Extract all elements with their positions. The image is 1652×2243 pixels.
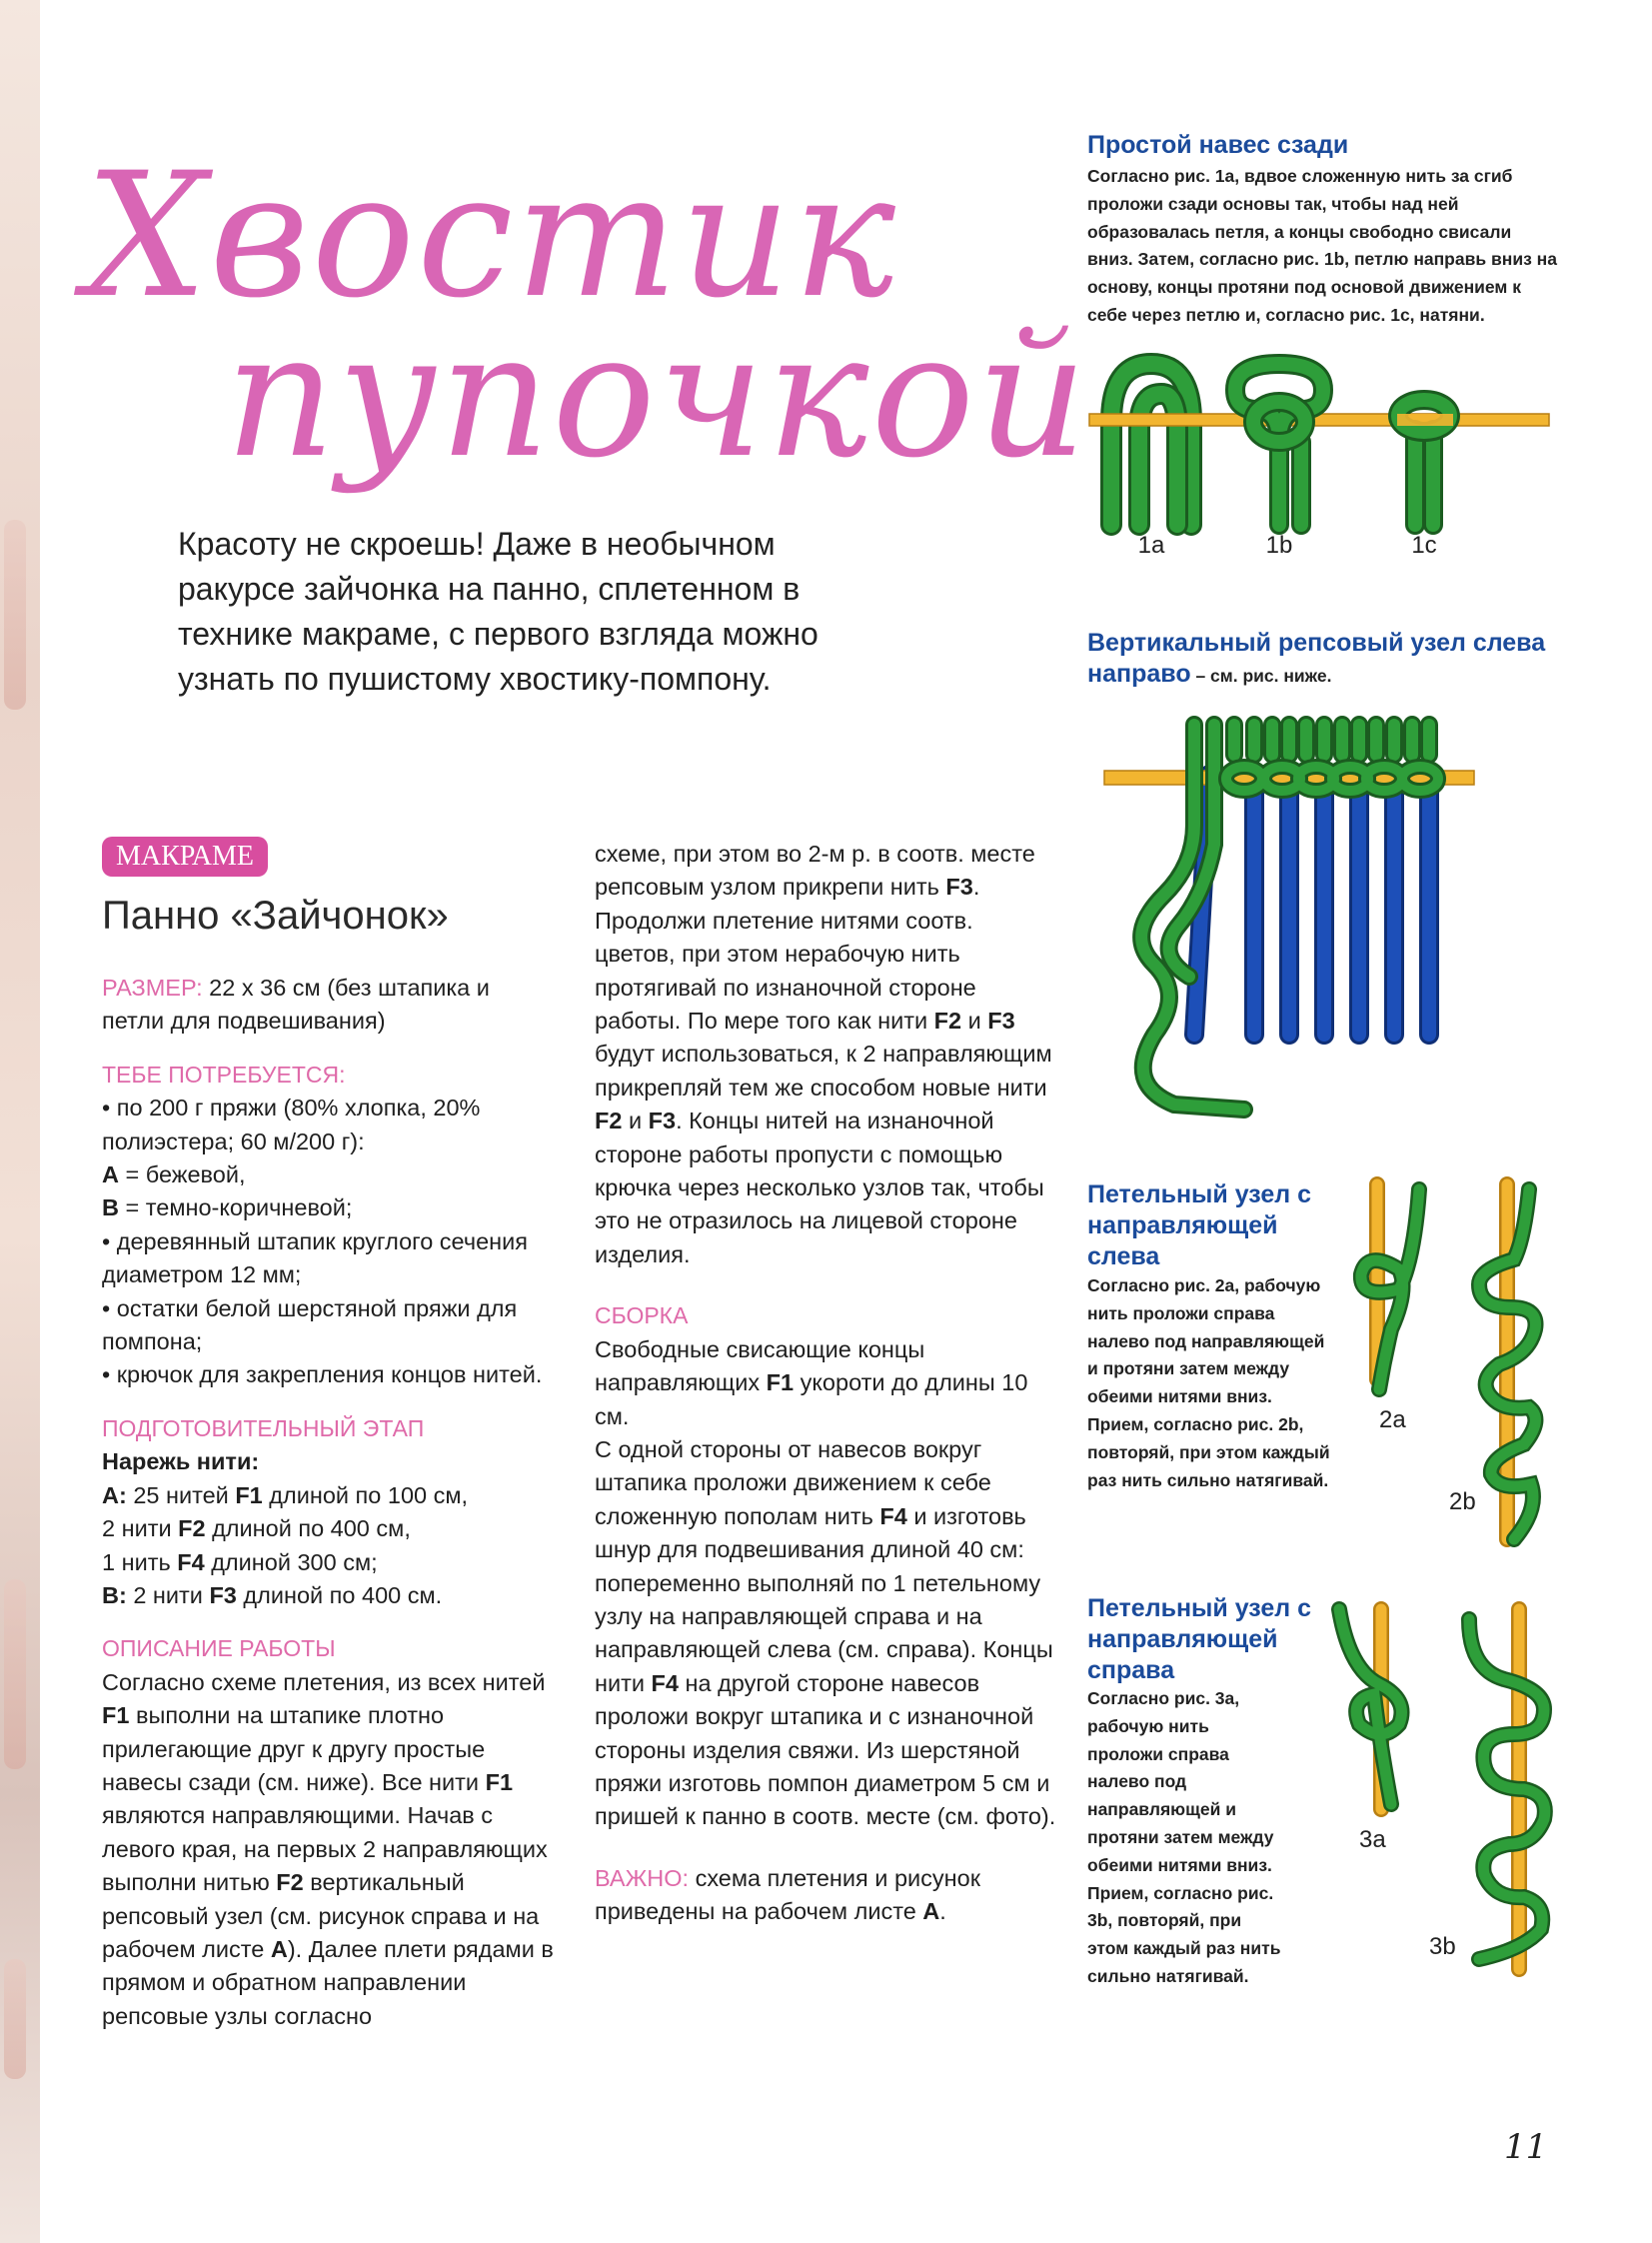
materials-a: A = бежевой, [102,1161,246,1188]
vertical-blue-cords [1194,775,1429,1035]
column-1 [102,972,557,2033]
column-2 [595,838,1056,1929]
figure-2-diagram [1339,1179,1579,1549]
prep-line: B: 2 нити F3 длиной по 400 см. [102,1581,443,1608]
section-title-loop-right: Петельный узел с направляющей справа [1087,1594,1312,1684]
figure-1b-cord [1235,364,1323,525]
section-text-loop-left: Согласно рис. 2a, рабочую нить проложи справа налево под направляющей и протяни затем между обеими нитями вниз. Прием, согласно рис. 2b, повторяй, при этом каждый раз нить сильно натягивай. [1087,1275,1330,1490]
materials-heading: ТЕБЕ ПОТРЕБУЕТСЯ: [102,1061,346,1088]
figure-label-1b: 1b [1265,532,1293,559]
prep-heading: ПОДГОТОВИТЕЛЬНЫЙ ЭТАП [102,1414,425,1441]
size-text: 22 х 36 см (без штапика и петли для подвешивания) [102,975,490,1035]
figure-1a-cord [1111,364,1191,525]
section-title-loop-left: Петельный узел с направляющей слева [1087,1180,1312,1270]
materials-b: B = темно-коричневой; [102,1194,353,1221]
figure-label-1c: 1c [1411,532,1437,559]
materials-item: • деревянный штапик круглого сечения диаметром 12 мм; [102,1227,528,1288]
lead-paragraph: Красоту не скроешь! Даже в необычном ракурсе зайчонка на панно, сплетенном в технике макраме, с первого взгляда можно узнать по пушистому хвостику-помпону. [178,526,819,697]
col2-text: схеме, при этом во 2-м р. в соотв. месте репсовым узлом прикрепи нить F3. Продолжи плетение нитями соотв. цветов, при этом нерабочую нить протягивай по изнаночной стороне работы. По мере того как нити F2 и F3 будут использоваться, к 2 направляющим прикрепляй тем же способом новые нити F2 и F3. Концы нитей на изнаночной стороне работы пропусти с помощью крючка через несколько узлов так, чтобы это не отразилось на лицевой стороне изделия. [595,841,1052,1267]
section-title-vertical-knot: Вертикальный репсовый узел слева направо – см. рис. ниже. [1087,629,1546,688]
size-line [102,972,557,1039]
prep-line: A: 25 нитей F1 длиной по 100 см, [102,1481,469,1508]
important-note: ВАЖНО: схема плетения и рисунок приведены на рабочем листе A. [595,1864,980,1925]
figure-label-3a: 3a [1359,1826,1386,1853]
figure-1-diagram [1079,350,1559,560]
materials-item: • крючок для закрепления концов нитей. [102,1361,543,1388]
assembly-text-1: Свободные свисающие концы направляющих F1 укороти до длины 10 см. [595,1335,1028,1429]
figure-3-diagram [1319,1599,1579,1979]
prep-line: 2 нити F2 длиной по 400 см, [102,1515,411,1542]
page-number: 11 [1504,2127,1548,2167]
figure-label-2b: 2b [1449,1488,1476,1515]
section-text-loop-right: Согласно рис. 3a, рабочую нить проложи справа налево под направляющей и протяни затем между обеими нитями вниз. Прием, согласно рис. 3b, повторяй, при этом каждый раз нить сильно натягивай. [1087,1688,1281,1986]
desc-text: Согласно схеме плетения, из всех нитей F1 выполни на штапике плотно прилегающие друг к другу простые навесы сзади (см. ниже). Все нити F1 являются направляющими. Начав с левого края, на первых 2 направляющих выполни нитью F2 вертикальный репсовый узел (см. рисунок справа и на рабочем листе A). Далее плети рядами в прямом и обратном направлении репсовые узлы согласно [102,1668,554,2029]
section-text-simple-mount: Согласно рис. 1a, вдвое сложенную нить за сгиб проложи сзади основы так, чтобы над ней образовалась петля, а концы свободно свисали вниз. Затем, согласно рис. 1b, петлю направь вниз на основу, концы протяни под основой движением к себе через петлю и, согласно рис. 1c, натяни. [1087,166,1557,325]
assembly-heading: СБОРКА [595,1302,689,1329]
desc-heading: ОПИСАНИЕ РАБОТЫ [102,1635,336,1662]
figure-label-2a: 2a [1379,1406,1406,1433]
figure-label-1a: 1a [1137,532,1165,559]
materials-item: • по 200 г пряжи (80% хлопка, 20% полиэстера; 60 м/200 г): [102,1095,481,1154]
photo-edge-strip [0,0,40,2243]
figure-vertical-knot-diagram [1094,715,1474,1115]
title-line-2: пупочкой [225,295,1089,496]
prep-line: 1 нить F4 длиной 300 см; [102,1548,378,1575]
title-line-1: Хвостик [85,135,898,336]
section-tag: МАКРАМЕ [102,837,268,877]
figure-label-3b: 3b [1429,1933,1456,1960]
photo-fragment [4,1579,26,1769]
section-title-simple-mount: Простой навес сзади [1087,131,1349,159]
photo-fragment [4,1959,26,2079]
assembly-text-2: С одной стороны от навесов вокруг штапика проложи движением к себе сложенную пополам нить F4 и изготовь шнур для подвешивания длиной 40 см: попеременно выполняй по 1 петельному узлу на направляющей справа и на направляющей слева (см. справа). Концы нити F4 на другой стороне навесов проложи вокруг штапика и с изнаночной стороны изделия свяжи. Из шерстяной пряжи изготовь помпон диаметром 5 см и пришей к панно в соотв. месте (см. фото). [595,1435,1056,1830]
photo-fragment [4,520,26,710]
size-label: РАЗМЕР: [102,975,203,1001]
project-title: Панно «Зайчонок» [102,894,449,938]
materials-item: • остатки белой шерстяной пряжи для помпона; [102,1294,518,1355]
prep-cut: Нарежь нити: [102,1448,260,1475]
